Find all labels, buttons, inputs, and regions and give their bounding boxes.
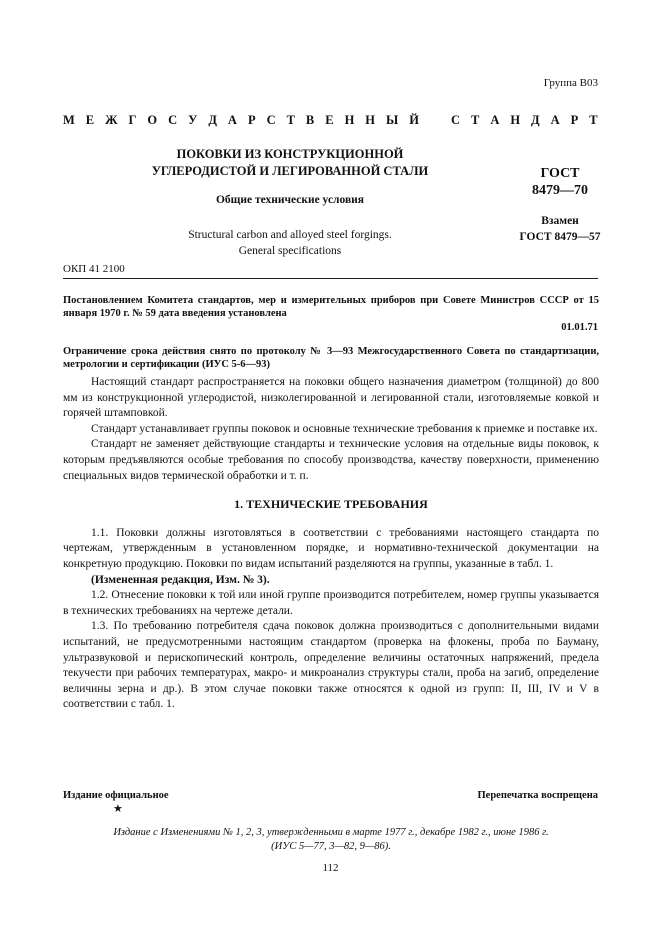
group-code: Группа В03 [543,77,598,89]
banner-letter: Г [128,113,137,127]
replaces-value: ГОСТ 8479—57 [519,231,601,243]
banner-letter: У [188,113,198,127]
section-title: 1. ТЕХНИЧЕСКИЕ ТРЕБОВАНИЯ [234,497,428,512]
standard-banner [63,113,598,128]
clause-1-2: 1.2. Отнесение поковки к той или иной группе производится потребителем, номер группы указывается в технических требованиях на чертеже детали. [63,589,599,617]
english-title-line-2: General specifications [238,245,342,257]
banner-letter: Е [325,113,334,127]
banner-letter: А [550,113,560,127]
replaces-block [500,213,620,245]
clause-1-1: 1.1. Поковки должны изготовляться в соответствии с требованиями настоящего стандарта по чертежам, утвержденным в установленном порядке, и нормативно-технической документации на конкретную продукцию. Поковки по видам испытаний разделяются на группы, указанные в табл. 1. [63,526,599,570]
english-title-line-1: Structural carbon and alloyed steel forgings. [188,229,392,241]
paragraph-scope: Настоящий стандарт распространяется на поковки общего назначения диаметром (толщиной) до 800 мм из конструкционной углеродистой, низколегированной и легированной стали, изготовляемые ковкой и горячей штамповкой. [63,376,599,420]
official-edition-label: Издание официальное [63,790,169,801]
okp-code: ОКП 41 2100 [63,263,125,275]
limitation-note: Ограничение срока действия снято по протоколу № 3—93 Межгосударственного Совета по стандартизации, метрологии и сертификации (ИУС 5-6—93) [63,346,599,370]
paragraph-groups: Стандарт устанавливает группы поковок и основные технические требования к приемке и поставке их. [91,422,598,435]
divider [63,278,598,279]
paragraph-not-replace: Стандарт не заменяет действующие стандарты и технические условия на отдельные виды поковок, к которым предъявляются особые требования по способу производства, качеству поверхности, применению специальных видов термической обработки и т. п. [63,438,599,482]
title-line-1: ПОКОВКИ ИЗ КОНСТРУКЦИОННОЙ [176,147,404,161]
gost-number-block [510,165,610,199]
banner-letter: Н [365,113,376,127]
modified-note: (Измененная редакция, Изм. № 3). [91,573,270,586]
clause-1-3: 1.3. По требованию потребителя сдача поковок должна производиться с дополнительными видами испытаний, не предусмотренными настоящим стандартом (проверка на флокены, проба по Бауману, ультразвуковой и перископический контроль, определение величины остаточных напряжений, предела текучести при рабочих температурах, макро- и микроанализ структуры стали, проба на загиб, определение величины зерна и др.). В этом случае поковки также относятся к одной из групп: II, III, IV и V в соответствии с табл. 1. [63,620,599,711]
banner-letter: С [168,113,178,127]
banner-letter: Ы [386,113,399,127]
star-icon: ★ [113,803,123,815]
banner-letter: С [266,113,276,127]
document-body [63,375,599,713]
banner-letter: С [450,113,460,127]
banner-letter: Т [589,113,598,127]
document-title [120,146,460,180]
decree-text: Постановлением Комитета стандартов, мер и измерительных приборов при Совете Министров СССР от 15 января 1970 г. № 59 дата введения установлена [63,295,599,319]
banner-letter: О [147,113,158,127]
banner-letter: Й [409,113,419,127]
banner-gap [430,113,440,128]
banner-letter: М [63,113,75,127]
banner-letter: А [490,113,500,127]
reprint-prohibited-label: Перепечатка воспрещена [477,790,598,801]
document-subtitle: Общие технические условия [215,194,365,206]
banner-letter: Т [470,113,480,127]
page-number: 112 [322,862,339,874]
banner-letter: В [305,113,315,127]
english-title [120,227,460,259]
title-line-2: УГЛЕРОДИСТОЙ И ЛЕГИРОВАННОЙ СТАЛИ [151,164,429,178]
banner-letter: Р [247,113,256,127]
replaces-label: Взамен [541,215,579,227]
banner-letter: Д [208,113,217,127]
edition-note [63,826,599,854]
banner-letter: Ж [105,113,118,127]
gost-number: 8479—70 [532,183,588,198]
banner-letter: Д [531,113,540,127]
banner-letter: Т [286,113,295,127]
banner-letter: Р [570,113,579,127]
banner-letter: А [227,113,237,127]
banner-letter: Н [344,113,355,127]
gost-label: ГОСТ [540,166,580,181]
banner-letter: Н [510,113,521,127]
banner-letter: Е [85,113,95,127]
edition-line-2: (ИУС 5—77, 3—82, 9—86). [271,841,391,852]
edition-line-1: Издание с Изменениями № 1, 2, 3, утвержденными в марте 1977 г., декабре 1982 г., июне 1986 г. [113,827,549,838]
introduction-date: 01.01.71 [561,322,598,333]
